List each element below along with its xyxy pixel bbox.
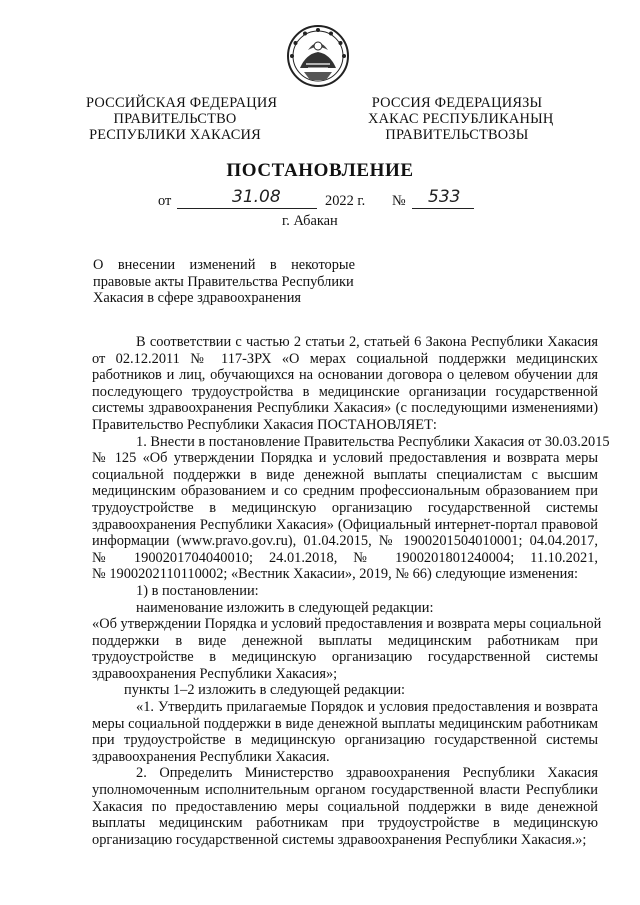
body-line: здравоохранения Республики Хакасия» (Официальный интернет-портал правовой <box>92 516 598 533</box>
body-line: работников и лиц, обучающихся на основании договора о целевом обучении для <box>92 367 598 384</box>
body-line: социальной поддержки в виде денежной выплаты специалистам с высшим <box>92 466 598 483</box>
body-line: при трудоустройстве в медицинскую организацию государственной системы <box>92 732 598 749</box>
date-prefix: от <box>158 193 172 209</box>
date-underline <box>177 208 317 209</box>
number-sign: № <box>392 193 406 209</box>
header-right-line: ХАКАС РЕСПУБЛИКАНЫҢ <box>368 111 554 127</box>
date-year: 2022 г. <box>325 193 366 209</box>
body-line: 1. Внести в постановление Правительства Республики Хакасия от 30.03.2015 <box>136 433 610 450</box>
body-line: 2. Определить Министерство здравоохранения Республики Хакасия <box>136 765 598 782</box>
body-line: № 1900202110110002; «Вестник Хакасии», 2019, № 66) следующие изменения: <box>92 566 578 583</box>
body-line: Хакасия по предоставлению меры социальной поддержки в виде денежной <box>92 798 598 815</box>
body-line: последующего трудоустройства в медицинские организации государственной <box>92 383 598 400</box>
body-line: медицинским образованием и со средним профессиональным образованием при <box>92 483 598 500</box>
body-line: от 02.12.2011 № 117-ЗРХ «О мерах социальной поддержки медицинских <box>92 350 598 367</box>
body-line: В соответствии с частью 2 статьи 2, статьей 6 Закона Республики Хакасия <box>136 334 598 350</box>
header-left-line: РЕСПУБЛИКИ ХАКАСИЯ <box>89 127 261 143</box>
body-line: системы здравоохранения Республики Хакасия» (с последующими изменениями) <box>92 400 598 417</box>
body-line: поддержки в виде денежной выплаты медицинским работникам при <box>92 632 598 649</box>
body-line: Правительство Республики Хакасия ПОСТАНОВЛЯЕТ: <box>92 416 437 433</box>
header-left-line: РОССИЙСКАЯ ФЕДЕРАЦИЯ <box>86 95 278 111</box>
subject-line: О внесении изменений в некоторые <box>93 257 355 273</box>
header-left <box>86 95 278 143</box>
body-line: пункты 1–2 изложить в следующей редакции: <box>124 682 406 699</box>
document-body <box>92 334 610 848</box>
handwritten-number: 533 <box>428 187 461 207</box>
header-right-line: ПРАВИТЕЛЬСТВОЗЫ <box>385 127 529 143</box>
header-left-line: ПРАВИТЕЛЬСТВО <box>113 111 237 127</box>
body-line: информации (www.pravo.gov.ru), 01.04.2015, № 1900201504010001; 04.04.2017, <box>92 533 598 550</box>
document-subject <box>93 257 355 307</box>
body-line: № 125 «Об утверждении Порядка и условий предоставления и возврата меры <box>92 450 598 467</box>
body-line: наименование изложить в следующей редакции: <box>136 599 434 616</box>
coat-of-arms-emblem <box>286 24 350 88</box>
handwritten-date: 31.08 <box>232 187 281 207</box>
body-line: 1) в постановлении: <box>136 582 259 599</box>
body-line: здравоохранения Республики Хакасия. <box>92 748 330 765</box>
body-line: трудоустройстве в медицинскую организацию государственной системы <box>92 649 598 666</box>
subject-line: Хакасия в сфере здравоохранения <box>93 290 302 306</box>
body-line: уполномоченным исполнительным органом государственной власти Республики <box>92 782 598 799</box>
body-line: «1. Утвердить прилагаемые Порядок и условия предоставления и возврата <box>136 699 598 716</box>
document-title: ПОСТАНОВЛЕНИЕ <box>226 160 414 181</box>
body-line: трудоустройстве в медицинскую организацию государственной системы <box>92 499 598 516</box>
header-right <box>368 95 554 143</box>
body-line: выплаты медицинским работникам при трудоустройстве в медицинскую <box>92 815 598 832</box>
city-name: г. Абакан <box>282 213 338 229</box>
body-line: здравоохранения Республики Хакасия»; <box>92 665 338 682</box>
body-line: № 1900201704040010; 24.01.2018, № 1900201801240004; 11.10.2021, <box>92 549 598 566</box>
body-line: «Об утверждении Порядка и условий предоставления и возврата меры социальной <box>92 616 602 633</box>
body-line: организацию государственной системы здравоохранения Республики Хакасия.»; <box>92 831 587 848</box>
subject-line: правовые акты Правительства Республики <box>93 273 354 290</box>
body-line: меры социальной поддержки в виде денежной выплаты медицинским работникам <box>92 715 598 732</box>
number-underline <box>412 208 474 209</box>
header-right-line: РОССИЯ ФЕДЕРАЦИЯЗЫ <box>371 95 543 111</box>
